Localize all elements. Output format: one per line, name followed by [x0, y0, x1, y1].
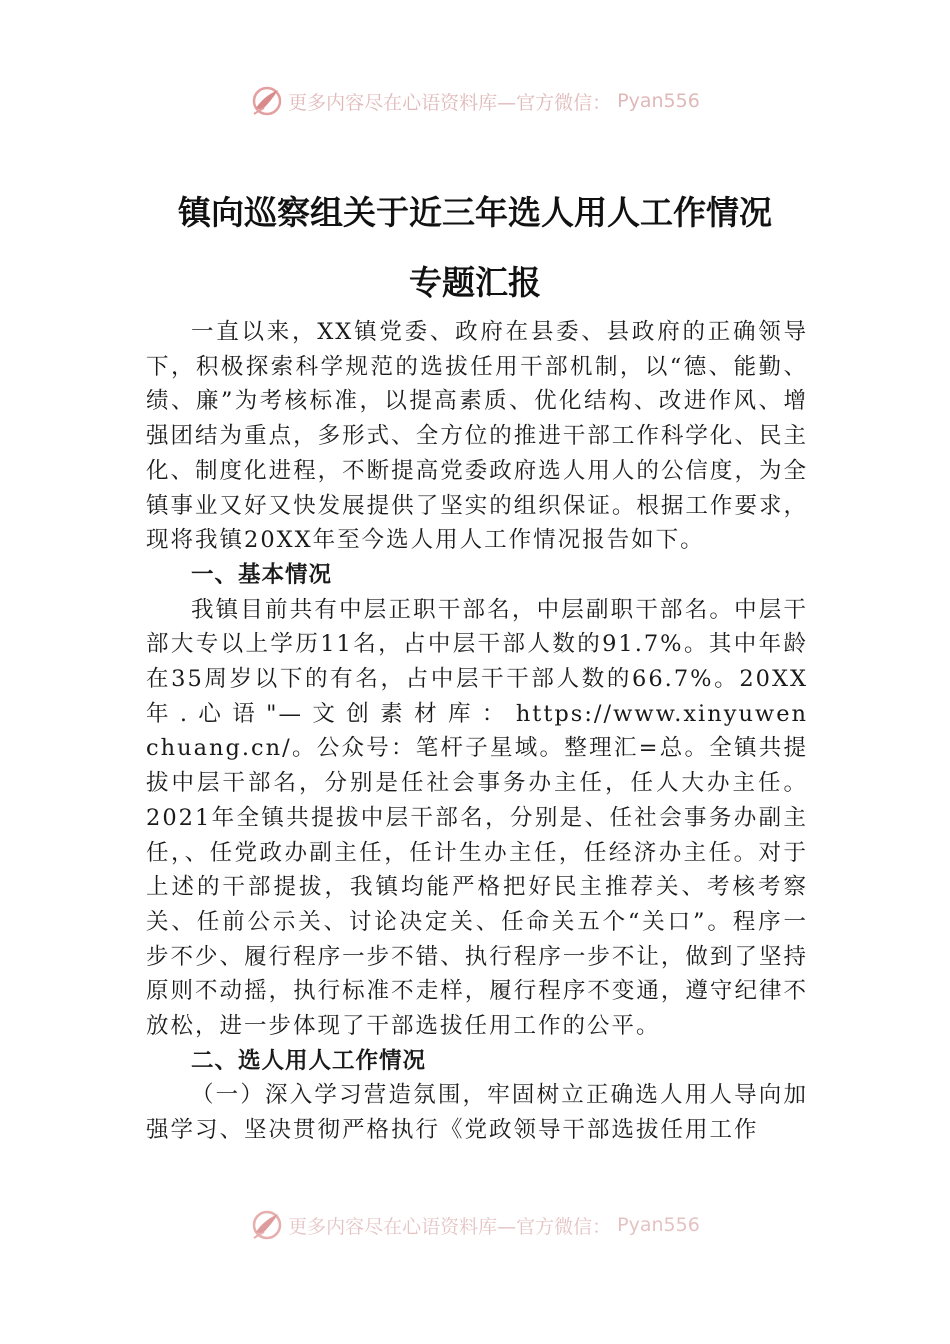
intro-paragraph: 一直以来，XX镇党委、政府在县委、县政府的正确领导下，积极探索科学规范的选拔任用干部机制，以“德、能勤、绩、廉”为考核标准，以提高素质、优化结构、改进作风、增强团结为重点，多形式、全方位的推进干部工作科学化、民主化、制度化进程，不断提高党委政府选人用人的公信度，为全镇事业又好又快发展提供了坚实的组织保证。根据工作要求，现将我镇20XX年至今选人用人工作情况报告如下。	[146, 319, 808, 554]
document-title-line2: 专题汇报	[409, 263, 541, 302]
source-url: www.xinyuwenchuang.cn/	[146, 700, 808, 762]
watermark-footer	[0, 1208, 950, 1242]
document-title-line1: 镇向巡察组关于近三年选人用人工作情况	[178, 193, 772, 232]
watermark-header	[0, 84, 950, 118]
brush-logo-icon	[250, 1208, 284, 1242]
section2-paragraph: （一）深入学习营造氛围，牢固树立正确选人用人导向加强学习、坚决贯彻严格执行《党政领导干部选拔任用工作	[146, 1082, 808, 1144]
watermark-text: 更多内容尽在心语资料库—官方微信：	[288, 1215, 612, 1238]
watermark-text: 更多内容尽在心语资料库—官方微信：	[288, 91, 612, 114]
brush-logo-icon	[250, 84, 284, 118]
section1-paragraph	[146, 593, 808, 1044]
section1-text-b: 。公众号：笔杆子星域。整理汇=总。全镇共提拔中层干部名，分别是任社会事务办主任，任人大办主任。2021年全镇共提拔中层干部名，分别是、任社会事务办副主任，、任党政办副主任，任计生办主任，任经济办主任。对于上述的干部提拔，我镇均能严格把好民主推荐关、考核考察关、任前公示关、讨论决定关、任命关五个“关口”。程序一步不少、履行程序一步不错、执行程序一步不让，做到了坚持原则不动摇，执行标准不走样，履行程序不变通，遵守纪律不放松，进一步体现了干部选拔任用工作的公平。	[146, 735, 808, 1040]
watermark-handle: Pyan556	[617, 90, 700, 112]
section1-text-a: 我镇目前共有中层正职干部名，中层副职干部名。中层干部大专以上学历11名，占中层干部人数的91.7%。其中年龄在35周岁以下的有名，占中层干干部人数的66.7%。20XX 年 . 心 语 "— 文 创 素 材 库 ： https://	[146, 596, 808, 727]
section2-heading: 二、选人用人工作情况	[191, 1047, 427, 1074]
watermark-handle: Pyan556	[617, 1214, 700, 1236]
document-body	[146, 315, 808, 1148]
section1-heading: 一、基本情况	[191, 561, 333, 588]
